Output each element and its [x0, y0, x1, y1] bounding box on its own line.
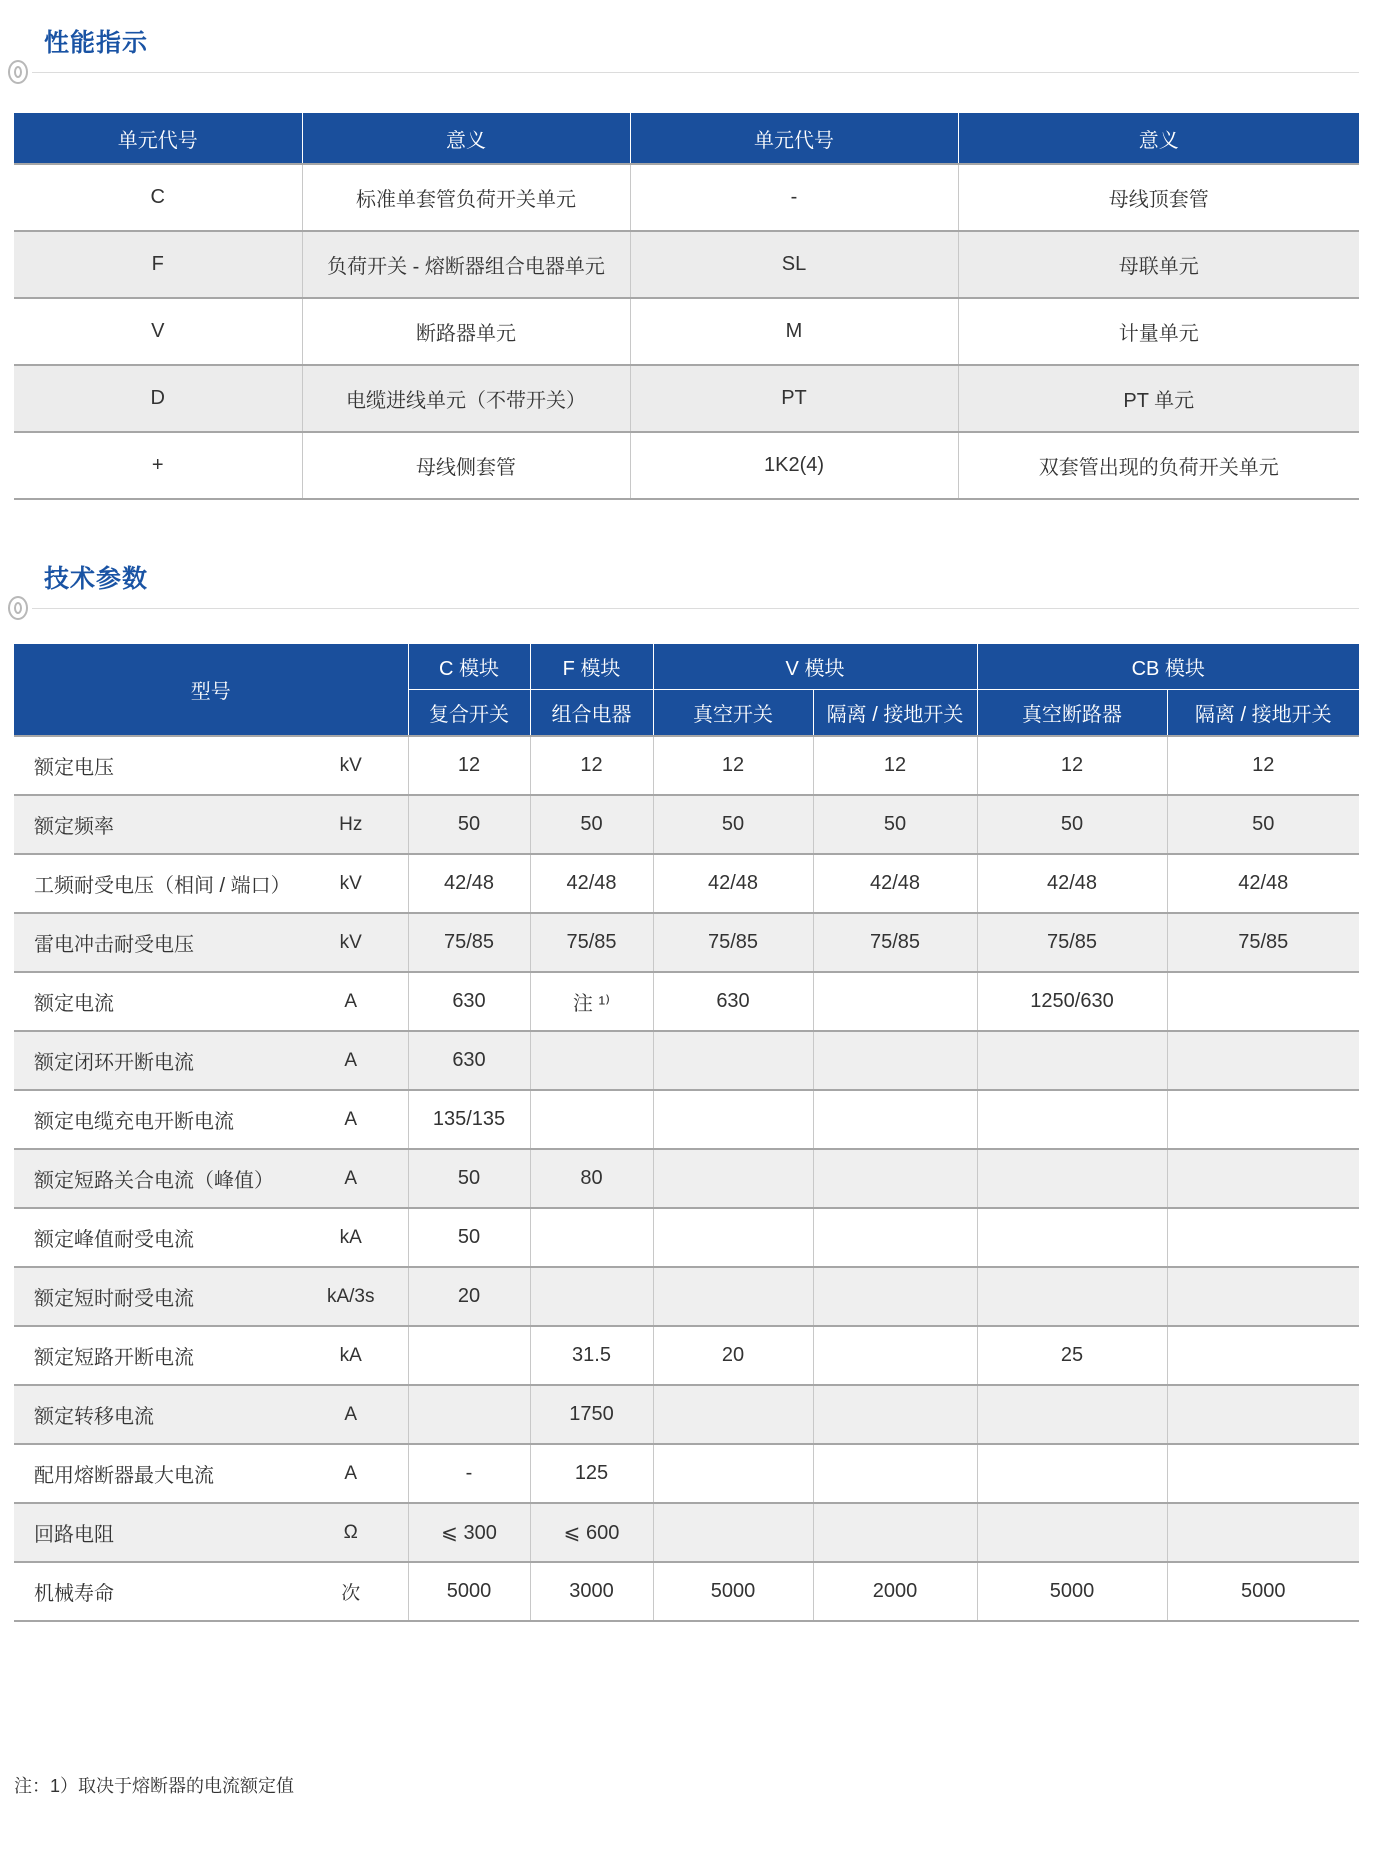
param-unit: kA	[294, 1326, 408, 1385]
module-sub-header: 隔离 / 接地开关	[1167, 690, 1359, 737]
param-value	[813, 972, 977, 1031]
unit-code-table	[14, 113, 1359, 500]
param-label: 额定短路关合电流（峰值）	[14, 1149, 294, 1208]
param-value	[408, 1326, 530, 1385]
param-value: 50	[408, 1208, 530, 1267]
param-value	[653, 1385, 813, 1444]
param-label: 机械寿命	[14, 1562, 294, 1621]
param-value	[653, 1267, 813, 1326]
table-row	[14, 298, 1359, 365]
param-value: 50	[408, 1149, 530, 1208]
table-row	[14, 432, 1359, 499]
param-value: 12	[977, 736, 1167, 795]
footnote: 注：1）取决于熔断器的电流额定值	[14, 1776, 295, 1796]
param-value: 42/48	[977, 854, 1167, 913]
param-value: 50	[653, 795, 813, 854]
param-value	[977, 1090, 1167, 1149]
param-value: 50	[408, 795, 530, 854]
param-value	[813, 1326, 977, 1385]
param-value: 2000	[813, 1562, 977, 1621]
param-value: 75/85	[530, 913, 653, 972]
param-value	[1167, 1326, 1359, 1385]
param-value: 42/48	[530, 854, 653, 913]
param-value: 135/135	[408, 1090, 530, 1149]
unit-code: -	[630, 164, 958, 231]
unit-meaning: 标准单套管负荷开关单元	[302, 164, 630, 231]
table-row	[14, 972, 1359, 1031]
unit-meaning: 计量单元	[958, 298, 1359, 365]
param-value	[530, 1208, 653, 1267]
param-unit: kV	[294, 736, 408, 795]
param-value	[1167, 1031, 1359, 1090]
unit-code: 1K2(4)	[630, 432, 958, 499]
param-unit: A	[294, 1444, 408, 1503]
param-value: 5000	[653, 1562, 813, 1621]
param-value: 注 ¹⁾	[530, 972, 653, 1031]
section-divider	[0, 60, 1373, 86]
param-unit: kV	[294, 913, 408, 972]
table-row	[14, 231, 1359, 298]
param-label: 额定短时耐受电流	[14, 1267, 294, 1326]
table-header-row	[14, 644, 1359, 690]
param-value	[813, 1208, 977, 1267]
param-value	[1167, 1149, 1359, 1208]
param-value: 12	[1167, 736, 1359, 795]
param-value: 125	[530, 1444, 653, 1503]
param-value	[653, 1444, 813, 1503]
param-value	[813, 1149, 977, 1208]
param-value: ⩽ 300	[408, 1503, 530, 1562]
table-row	[14, 913, 1359, 972]
param-value: 5000	[977, 1562, 1167, 1621]
param-unit: Ω	[294, 1503, 408, 1562]
param-value: -	[408, 1444, 530, 1503]
param-value	[1167, 1208, 1359, 1267]
param-value	[977, 1444, 1167, 1503]
param-label: 回路电阻	[14, 1503, 294, 1562]
table-row	[14, 795, 1359, 854]
unit-meaning: 母联单元	[958, 231, 1359, 298]
module-group-header: C 模块	[408, 644, 530, 690]
param-label: 额定峰值耐受电流	[14, 1208, 294, 1267]
param-value	[813, 1503, 977, 1562]
unit-meaning: 电缆进线单元（不带开关）	[302, 365, 630, 432]
param-value	[530, 1090, 653, 1149]
param-value	[977, 1031, 1167, 1090]
param-value: 20	[653, 1326, 813, 1385]
section-title-performance: 性能指示	[44, 29, 149, 57]
param-value: 1250/630	[977, 972, 1167, 1031]
param-value	[813, 1090, 977, 1149]
param-label: 配用熔断器最大电流	[14, 1444, 294, 1503]
module-sub-header: 组合电器	[530, 690, 653, 737]
module-group-header: CB 模块	[977, 644, 1359, 690]
param-value	[653, 1090, 813, 1149]
param-value	[408, 1385, 530, 1444]
param-value	[977, 1208, 1167, 1267]
module-group-header: V 模块	[653, 644, 977, 690]
table-row	[14, 1208, 1359, 1267]
col-header: 意义	[302, 113, 630, 164]
param-value: 25	[977, 1326, 1167, 1385]
param-label: 额定转移电流	[14, 1385, 294, 1444]
param-value	[977, 1149, 1167, 1208]
param-value: 50	[977, 795, 1167, 854]
tech-params-table	[14, 644, 1359, 1622]
unit-code: +	[14, 432, 302, 499]
param-value: 75/85	[653, 913, 813, 972]
param-value: 12	[653, 736, 813, 795]
param-value: 42/48	[653, 854, 813, 913]
table-row	[14, 1562, 1359, 1621]
param-label: 额定闭环开断电流	[14, 1031, 294, 1090]
table-row	[14, 1031, 1359, 1090]
param-unit: A	[294, 1149, 408, 1208]
param-label: 额定电流	[14, 972, 294, 1031]
param-value: 3000	[530, 1562, 653, 1621]
table-row	[14, 1267, 1359, 1326]
param-value	[530, 1031, 653, 1090]
param-value	[977, 1503, 1167, 1562]
param-value	[1167, 1090, 1359, 1149]
param-value: 1750	[530, 1385, 653, 1444]
param-value: 75/85	[813, 913, 977, 972]
param-value	[1167, 1503, 1359, 1562]
param-value	[653, 1031, 813, 1090]
param-value: 50	[1167, 795, 1359, 854]
section-divider	[0, 596, 1373, 622]
param-label: 工频耐受电压（相间 / 端口）	[14, 854, 294, 913]
module-sub-header: 真空断路器	[977, 690, 1167, 737]
param-unit: A	[294, 1031, 408, 1090]
param-value: 31.5	[530, 1326, 653, 1385]
param-value: 80	[530, 1149, 653, 1208]
param-value: 630	[653, 972, 813, 1031]
param-unit: 次	[294, 1562, 408, 1621]
table-row	[14, 1149, 1359, 1208]
unit-meaning: 母线顶套管	[958, 164, 1359, 231]
param-unit: kA/3s	[294, 1267, 408, 1326]
param-value: 630	[408, 1031, 530, 1090]
param-value: 5000	[1167, 1562, 1359, 1621]
param-label: 额定频率	[14, 795, 294, 854]
param-value: 42/48	[1167, 854, 1359, 913]
table-row	[14, 1385, 1359, 1444]
param-value	[653, 1208, 813, 1267]
param-value	[653, 1149, 813, 1208]
table-row	[14, 1444, 1359, 1503]
ring-icon	[8, 60, 28, 84]
param-value	[1167, 972, 1359, 1031]
unit-code: D	[14, 365, 302, 432]
param-value: 12	[813, 736, 977, 795]
table-row	[14, 164, 1359, 231]
param-value: 75/85	[977, 913, 1167, 972]
param-value: 42/48	[408, 854, 530, 913]
param-value	[653, 1503, 813, 1562]
param-value	[813, 1267, 977, 1326]
unit-meaning: 负荷开关 - 熔断器组合电器单元	[302, 231, 630, 298]
param-value: 50	[813, 795, 977, 854]
param-value: 630	[408, 972, 530, 1031]
unit-meaning: PT 单元	[958, 365, 1359, 432]
table-row	[14, 1326, 1359, 1385]
divider-line	[32, 72, 1359, 73]
param-value: 75/85	[1167, 913, 1359, 972]
param-label: 额定短路开断电流	[14, 1326, 294, 1385]
param-unit: A	[294, 972, 408, 1031]
param-value: 12	[530, 736, 653, 795]
unit-code: C	[14, 164, 302, 231]
param-value: 12	[408, 736, 530, 795]
param-label: 雷电冲击耐受电压	[14, 913, 294, 972]
param-value: 75/85	[408, 913, 530, 972]
table-row	[14, 1503, 1359, 1562]
param-value: 42/48	[813, 854, 977, 913]
param-value	[977, 1385, 1167, 1444]
divider-line	[32, 608, 1359, 609]
unit-code: SL	[630, 231, 958, 298]
unit-meaning: 母线侧套管	[302, 432, 630, 499]
table-row	[14, 854, 1359, 913]
unit-meaning: 断路器单元	[302, 298, 630, 365]
model-header: 型号	[14, 644, 408, 736]
section-title-tech-params: 技术参数	[44, 565, 149, 593]
param-value: 20	[408, 1267, 530, 1326]
param-label: 额定电压	[14, 736, 294, 795]
unit-code: PT	[630, 365, 958, 432]
param-value	[813, 1444, 977, 1503]
col-header: 单元代号	[630, 113, 958, 164]
param-value	[1167, 1267, 1359, 1326]
unit-code: M	[630, 298, 958, 365]
param-value	[1167, 1385, 1359, 1444]
param-value	[813, 1385, 977, 1444]
param-unit: A	[294, 1090, 408, 1149]
ring-inner-icon	[14, 602, 22, 614]
module-sub-header: 复合开关	[408, 690, 530, 737]
param-label: 额定电缆充电开断电流	[14, 1090, 294, 1149]
table-row	[14, 365, 1359, 432]
table-header-row	[14, 113, 1359, 164]
param-value	[813, 1031, 977, 1090]
unit-meaning: 双套管出现的负荷开关单元	[958, 432, 1359, 499]
unit-code: V	[14, 298, 302, 365]
table-row	[14, 1090, 1359, 1149]
param-value	[530, 1267, 653, 1326]
param-value	[977, 1267, 1167, 1326]
unit-code: F	[14, 231, 302, 298]
module-group-header: F 模块	[530, 644, 653, 690]
col-header: 意义	[958, 113, 1359, 164]
param-unit: kV	[294, 854, 408, 913]
param-value	[1167, 1444, 1359, 1503]
param-value: 5000	[408, 1562, 530, 1621]
param-unit: kA	[294, 1208, 408, 1267]
module-sub-header: 隔离 / 接地开关	[813, 690, 977, 737]
module-sub-header: 真空开关	[653, 690, 813, 737]
param-unit: Hz	[294, 795, 408, 854]
col-header: 单元代号	[14, 113, 302, 164]
ring-icon	[8, 596, 28, 620]
param-unit: A	[294, 1385, 408, 1444]
param-value: 50	[530, 795, 653, 854]
ring-inner-icon	[14, 66, 22, 78]
param-value: ⩽ 600	[530, 1503, 653, 1562]
table-row	[14, 736, 1359, 795]
